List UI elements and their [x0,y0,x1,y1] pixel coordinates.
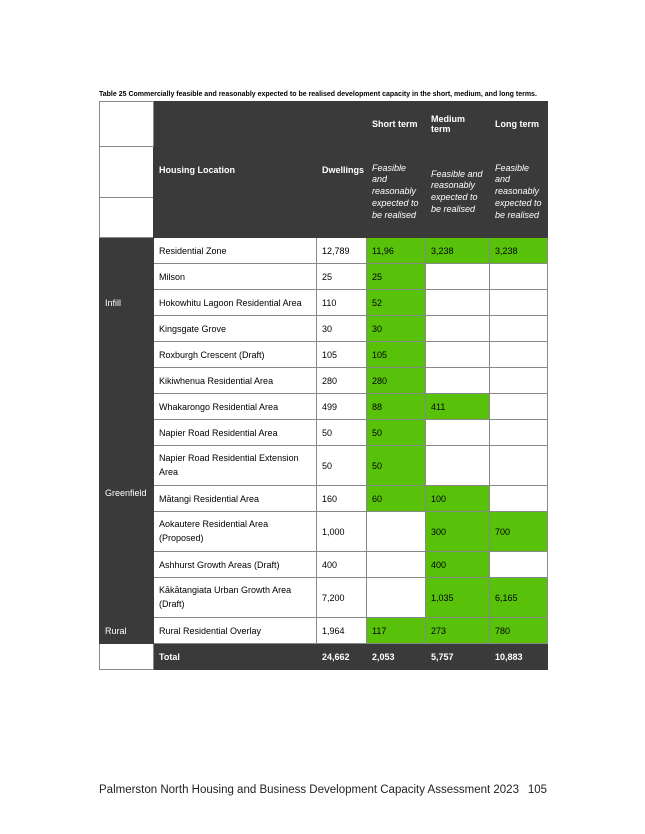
table-row [100,342,548,368]
footer-title: Palmerston North Housing and Business Development Capacity Assessment 2023 [99,784,519,796]
table-row [100,290,548,316]
row-long [490,552,548,578]
row-medium [426,368,490,394]
row-short: 52 [367,290,426,316]
row-location: Napier Road Residential Area [154,420,317,446]
row-long [490,394,548,420]
row-medium [426,264,490,290]
total-long: 10,883 [490,644,548,670]
row-short: 60 [367,486,426,512]
group-rural: Rural [100,618,154,644]
total-short: 2,053 [367,644,426,670]
table-row [100,446,548,486]
total-blank-cell [100,644,154,670]
row-medium [426,446,490,486]
total-dwellings: 24,662 [317,644,367,670]
row-medium: 273 [426,618,490,644]
group-greenfield: Greenfield [100,368,154,618]
row-short [367,552,426,578]
row-dwellings: 280 [317,368,367,394]
row-medium [426,342,490,368]
row-long [490,368,548,394]
row-dwellings: 30 [317,316,367,342]
capacity-table [99,101,548,670]
row-long [490,486,548,512]
row-medium [426,316,490,342]
row-short: 117 [367,618,426,644]
header-medium-sub: Feasible and reasonably expected to be realised [426,147,490,238]
page-footer [99,784,547,796]
row-long: 3,238 [490,238,548,264]
row-medium: 1,035 [426,578,490,618]
row-long [490,342,548,368]
header-blank-cell [100,102,154,147]
table-row [100,316,548,342]
total-label: Total [154,644,317,670]
row-dwellings: 499 [317,394,367,420]
row-location: Napier Road Residential Extension Area [154,446,317,486]
total-medium: 5,757 [426,644,490,670]
row-medium [426,290,490,316]
row-long [490,264,548,290]
page-number: 105 [527,784,547,796]
header-blank-cell [100,198,154,238]
row-location: Kingsgate Grove [154,316,317,342]
table-row [100,264,548,290]
row-short: 88 [367,394,426,420]
row-location: Milson [154,264,317,290]
header-short-term: Short term [367,102,426,147]
row-short: 50 [367,420,426,446]
row-short [367,512,426,552]
row-short [367,578,426,618]
row-long [490,316,548,342]
header-long-term: Long term [490,102,548,147]
group-infill: Infill [100,238,154,368]
row-location: Residential Zone [154,238,317,264]
row-long: 700 [490,512,548,552]
row-long: 6,165 [490,578,548,618]
row-location: Hokowhitu Lagoon Residential Area [154,290,317,316]
row-dwellings: 1,000 [317,512,367,552]
table-row [100,420,548,446]
row-dwellings: 105 [317,342,367,368]
table-row [100,578,548,618]
row-location: Aokautere Residential Area (Proposed) [154,512,317,552]
table-row [100,618,548,644]
row-dwellings: 110 [317,290,367,316]
row-dwellings: 50 [317,420,367,446]
row-long: 780 [490,618,548,644]
table-row [100,552,548,578]
row-dwellings: 50 [317,446,367,486]
row-dwellings: 1,964 [317,618,367,644]
row-location: Kikiwhenua Residential Area [154,368,317,394]
row-dwellings: 25 [317,264,367,290]
total-row [100,644,548,670]
row-location: Roxburgh Crescent (Draft) [154,342,317,368]
row-long [490,290,548,316]
row-medium: 411 [426,394,490,420]
table-row [100,238,548,264]
table-row [100,486,548,512]
header-medium-term: Medium term [426,102,490,147]
row-dwellings: 400 [317,552,367,578]
table-row [100,512,548,552]
table-row [100,368,548,394]
row-short: 105 [367,342,426,368]
row-medium: 100 [426,486,490,512]
header-housing-location: Housing Location [154,102,317,238]
header-long-sub: Feasible and reasonably expected to be realised [490,147,548,238]
row-dwellings: 7,200 [317,578,367,618]
table-row [100,394,548,420]
row-dwellings: 12,789 [317,238,367,264]
row-medium: 400 [426,552,490,578]
row-medium [426,420,490,446]
row-short: 50 [367,446,426,486]
row-location: Whakarongo Residential Area [154,394,317,420]
header-blank-cell [100,147,154,198]
row-location: Rural Residential Overlay [154,618,317,644]
row-medium: 300 [426,512,490,552]
header-short-sub: Feasible and reasonably expected to be realised [367,147,426,238]
row-short: 280 [367,368,426,394]
row-short: 11,96 [367,238,426,264]
row-long [490,446,548,486]
row-short: 25 [367,264,426,290]
row-location: Mātangi Residential Area [154,486,317,512]
row-location: Kākātangiata Urban Growth Area (Draft) [154,578,317,618]
row-medium: 3,238 [426,238,490,264]
header-dwellings: Dwellings [317,102,367,238]
row-dwellings: 160 [317,486,367,512]
row-short: 30 [367,316,426,342]
table-caption: Table 25 Commercially feasible and reasonably expected to be realised development capacity in the short, medium, and long terms. [99,91,537,98]
row-location: Ashhurst Growth Areas (Draft) [154,552,317,578]
row-long [490,420,548,446]
